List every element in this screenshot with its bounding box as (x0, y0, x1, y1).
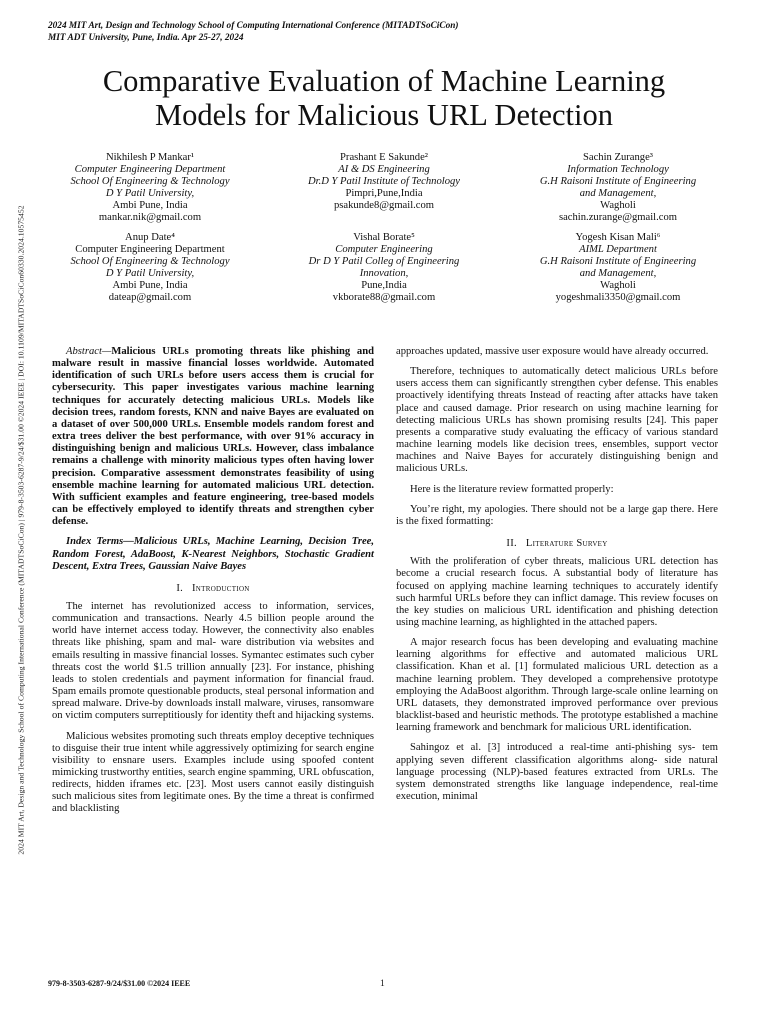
paper-title (60, 64, 708, 132)
intro-paragraph-2: Malicious websites promoting such threats employ deceptive techniques to disguise their true intent while aggressively optimizing for search engine visibility to ensnare users. Examples include using spoofed content mimicking trustworthy entities, search engine spamming, URL obfuscation, redirects, hidden iframes etc. [23]. Most users cannot easily distinguish such malicious sites from legitimate ones. By the time a threat is confirmed and blacklisting (52, 730, 374, 815)
author-university: D Y Patil University, (105, 268, 195, 279)
author-dept: AI & DS Engineering (338, 164, 430, 175)
author-email: yogeshmali3350@gmail.com (555, 292, 681, 303)
doi-sidebar (16, 100, 26, 960)
author-1 (40, 152, 260, 224)
author-4 (40, 232, 260, 304)
intro-paragraph-5: You’re right, my apologies. There should not be a large gap there. Here is the fixed formatting: (396, 503, 718, 527)
author-name: Sachin Zurange³ (583, 152, 653, 163)
abstract-lead: Abstract— (66, 346, 112, 357)
author-school-2: and Management, (579, 268, 657, 279)
author-name: Vishal Borate⁵ (353, 232, 415, 243)
section-heading-literature-survey (396, 538, 718, 550)
author-row-2 (40, 232, 728, 304)
intro-paragraph-3: Therefore, techniques to automatically detect malicious URLs before users access them can significantly strengthen cyber defense. This enables proactively identifying threats Instead of reacting after attacks have taken place and caused damage. Prior research on using machine learning for detecting malicious URLs has shown promising results [24]. This paper presents a comparative study evaluating the efficacy of various standard machine learning models like decision trees, ensembles, support vector machines and Naive Bayes for accurately distinguishing benign and malicious URLs. (396, 366, 718, 475)
author-location: Ambi Pune, India (112, 280, 188, 291)
author-name: Prashant E Sakunde² (340, 152, 428, 163)
author-school: Dr D Y Patil Colleg of Engineering (308, 256, 460, 267)
section-number: II. (506, 538, 517, 550)
section-title: Introduction (191, 582, 250, 594)
author-dept: Computer Engineering Department (74, 164, 226, 175)
page-number: 1 (380, 979, 385, 989)
author-school: G.H Raisoni Institute of Engineering (539, 176, 697, 187)
conference-venue: MIT ADT University, Pune, India. Apr 25-27, 2024 (48, 33, 244, 43)
section-heading-introduction (52, 583, 374, 595)
author-location: Pimpri,Pune,India (345, 188, 423, 199)
abstract-text: Malicious URLs promoting threats like phishing and malware result in massive financial losses worldwide. Automated identification of such URLs before users access them is crucial for cybersecurity. This paper investigates various machine learning techniques for accurately detecting malicious URLs. Models like decision trees, random forests, KNN and naive Bayes are evaluated on a dataset of over 500,000 URLs. Ensemble models random forest and extra trees deliver the best performance, with over 91% accuracy in distinguishing benign and malicious URLs. However, class imbalance remains a challenge with minority malicious types often having lower precision. Comparative assessment demonstrates feasibility of using ensemble machine learning for automated malicious URL detection. With sufficient examples and feature engineering, tree-based models can be effectively employed to identify threats and strengthen cyber defense. (52, 346, 374, 528)
author-email: mankar.nik@gmail.com (98, 212, 202, 223)
author-3 (508, 152, 728, 224)
conference-header (48, 20, 459, 44)
author-location: Pune,India (361, 280, 407, 291)
intro-paragraph-1: The internet has revolutionized access to information, services, communication and transactions. Nearly 4.5 billion people around the world have internet access today. However, the connectivity also enables threats like phishing, spam and mal- ware distribution via websites and emails resulting in massive financial losses. Symantec estimates such cyber threats cost the world $1.5 trillion annually [23]. For instance, phishing leads to stolen credentials and payment information for financial fraud. Spam emails promote questionable products, steal personal information and spread malware. Drive-by downloads install malware, viruses, ransomware on victim computers surreptitiously for identity theft and hijacking systems. (52, 600, 374, 722)
author-block (40, 152, 728, 312)
intro-paragraph-continued: approaches updated, massive user exposure would have already occurred. (396, 346, 709, 357)
author-2 (274, 152, 494, 224)
author-name: Anup Date⁴ (125, 232, 175, 243)
conference-name: 2024 MIT Art, Design and Technology School of Computing International Conference (MITADTSoCiCon) (48, 21, 459, 31)
author-school: G.H Raisoni Institute of Engineering (539, 256, 697, 267)
lit-paragraph-3: Sahingoz et al. [3] introduced a real-time anti-phishing sys- tem applying seven different classification algorithms along- side natural language processing (NLP)-based features extracted from URLs. The system demonstrated strengths like language independence, real-time execution, minimal (396, 742, 718, 802)
abstract (52, 346, 374, 528)
author-school-2: and Management, (579, 188, 657, 199)
author-school: School Of Engineering & Technology (70, 256, 230, 267)
author-email: psakunde8@gmail.com (333, 200, 435, 211)
author-school-2: Innovation, (359, 268, 409, 279)
left-column (52, 346, 374, 824)
author-school: Dr.D Y Patil Institute of Technology (307, 176, 461, 187)
author-email: dateap@gmail.com (108, 292, 192, 303)
title-line-1: Comparative Evaluation of Machine Learning (102, 64, 666, 98)
author-email: vkborate88@gmail.com (332, 292, 436, 303)
author-dept: Computer Engineering (335, 244, 433, 255)
author-6 (508, 232, 728, 304)
author-name: Yogesh Kisan Mali⁶ (575, 232, 661, 243)
author-university: D Y Patil University, (105, 188, 195, 199)
author-location: Ambi Pune, India (112, 200, 188, 211)
index-terms: Index Terms—Malicious URLs, Machine Learning, Decision Tree, Random Forest, AdaBoost, K-Nearest Neighbors, Stochastic Gradient Descent, Extra Trees, Gaussian Naive Bayes (52, 536, 374, 572)
author-dept: Information Technology (567, 164, 669, 175)
lit-paragraph-1: With the proliferation of cyber threats, malicious URL detection has become a crucial research focus. A substantial body of literature has focused on applying machine learning techniques to accurately identify such harmful URLs before they can inflict damage. This review focuses on the key studies on malicious URL identification and phishing detection using machine learning, as highlighted in the attached papers. (396, 556, 718, 628)
footer-isbn: 979-8-3503-6287-9/24/$31.00 ©2024 IEEE (48, 979, 191, 988)
right-column (396, 346, 718, 811)
lit-paragraph-2: A major research focus has been developing and evaluating machine learning algorithms for effective and automated malicious URL classification. Khan et al. [1] formulated malicious URL detection as a machine learning problem. They developed a comprehensive prototype employing the AdaBoost algorithm. Through large-scale online learning on URL datasets, they demonstrated improved performance over previous blacklist-based and heuristic methods. The prototype established a machine learning framework and benchmark for malicious URL identification. (396, 637, 718, 734)
author-5 (274, 232, 494, 304)
author-row-1 (40, 152, 728, 224)
author-email: sachin.zurange@gmail.com (558, 212, 677, 223)
doi-sidebar-text: 2024 MIT Art, Design and Technology School of Computing International Conference (MITADTSoCiCon) | 979-8-3503-6287-9/24/$31.00 ©2024 IEEE | DOI: 10.1109/MITADTSoCiCon60330.2024.10575452 (16, 205, 26, 855)
author-location: Wagholi (600, 280, 636, 291)
author-dept: AIML Department (579, 244, 657, 255)
author-dept: Computer Engineering Department (75, 244, 225, 255)
section-number: I. (176, 582, 184, 594)
title-line-2: Models for Malicious URL Detection (155, 98, 613, 132)
intro-paragraph-4: Here is the literature review formatted properly: (410, 483, 614, 495)
author-location: Wagholi (600, 200, 636, 211)
author-name: Nikhilesh P Mankar¹ (105, 152, 195, 163)
section-title: Literature Survey (525, 538, 608, 550)
author-school: School Of Engineering & Technology (70, 176, 230, 187)
